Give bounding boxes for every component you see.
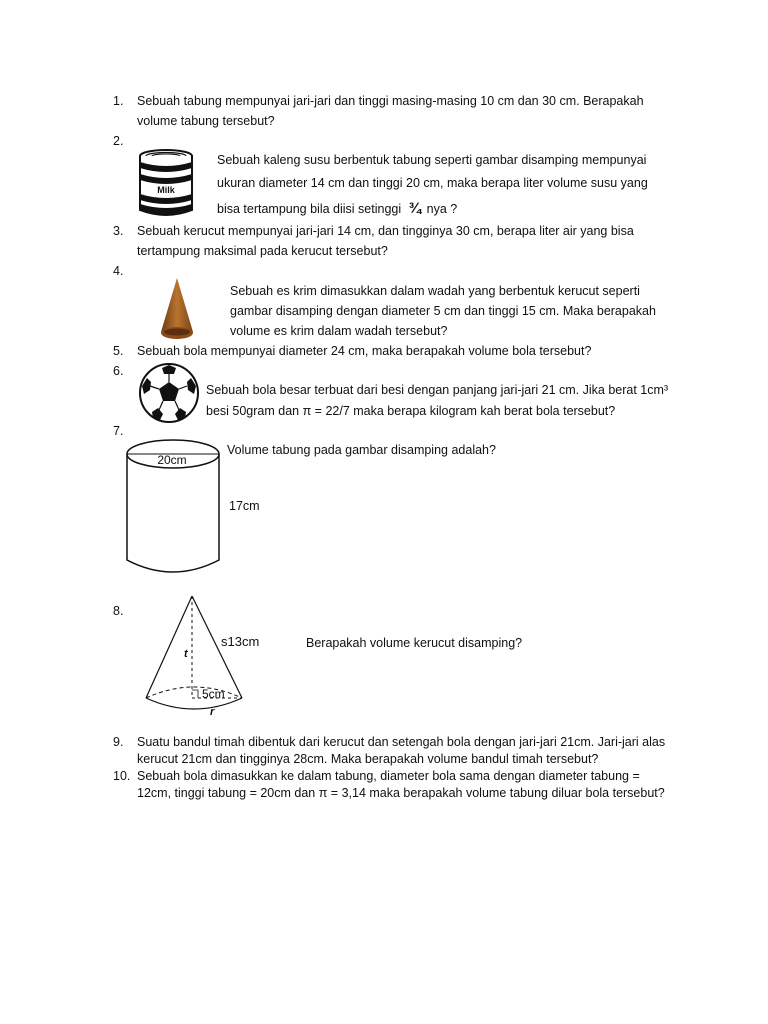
question-2-text-line-3b: nya ? <box>426 202 458 216</box>
question-10-text-line-1: Sebuah bola dimasukkan ke dalam tabung, diameter bola sama dengan diameter tabung = <box>137 769 640 783</box>
ice-cream-cone-image <box>158 276 198 342</box>
question-3-text-line-2: tertampung maksimal pada kerucut tersebut? <box>137 244 388 258</box>
question-6-number: 6. <box>113 364 124 378</box>
question-4-text-line-3: volume es krim dalam wadah tersebut? <box>230 324 448 338</box>
question-9-text-line-1: Suatu bandul timah dibentuk dari kerucut dan setengah bola dengan jari-jari 21cm. Jari-jari alas <box>137 735 666 749</box>
cylinder-diagram <box>120 432 226 580</box>
question-9-number: 9. <box>113 735 124 749</box>
question-7-text-line-1: Volume tabung pada gambar disamping adalah? <box>227 443 496 457</box>
cone-height-symbol: t <box>184 648 188 660</box>
question-7-number: 7. <box>113 424 124 438</box>
fraction-three-quarters: ¾ <box>408 200 422 217</box>
question-1-number: 1. <box>113 94 124 108</box>
question-1-text-line-1: Sebuah tabung mempunyai jari-jari dan tinggi masing-masing 10 cm dan 30 cm. Berapakah <box>137 94 644 108</box>
question-6-text-line-2: besi 50gram dan π = 22/7 maka berapa kilogram kah berat bola tersebut? <box>206 404 616 418</box>
cone-diagram <box>140 590 270 722</box>
cylinder-height-label: 17cm <box>229 499 260 513</box>
question-2-text-line-2: ukuran diameter 14 cm dan tinggi 20 cm, maka berapa liter volume susu yang <box>217 176 648 190</box>
can-label: Milk <box>157 185 175 195</box>
question-3-text-line-1: Sebuah kerucut mempunyai jari-jari 14 cm, dan tingginya 30 cm, berapa liter air yang bisa <box>137 224 634 238</box>
question-2-text-line-3 <box>217 200 457 217</box>
cone-radius-symbol: r <box>210 706 215 718</box>
question-1-text-line-2: volume tabung tersebut? <box>137 114 275 128</box>
question-2-text-line-1: Sebuah kaleng susu berbentuk tabung seperti gambar disamping mempunyai <box>217 153 647 167</box>
soccer-ball-image <box>138 362 200 424</box>
question-10-number: 10. <box>113 769 131 783</box>
question-2-number: 2. <box>113 134 124 148</box>
question-10-text-line-2: 12cm, tinggi tabung = 20cm dan π = 3,14 maka berapakah volume tabung diluar bola tersebut? <box>137 786 665 800</box>
cone-radius-label: 5cm <box>202 687 225 701</box>
cylinder-diameter-label: 20cm <box>157 453 187 467</box>
question-2-text-line-3a: bisa tertampung bila diisi setinggi <box>217 202 402 216</box>
question-8-text-line-1: Berapakah volume kerucut disamping? <box>306 636 523 650</box>
question-6-text-line-1: Sebuah bola besar terbuat dari besi dengan panjang jari-jari 21 cm. Jika berat 1cm³ <box>206 383 669 397</box>
question-5-text-line-1: Sebuah bola mempunyai diameter 24 cm, maka berapakah volume bola tersebut? <box>137 344 592 358</box>
question-4-text-line-1: Sebuah es krim dimasukkan dalam wadah yang berbentuk kerucut seperti <box>230 284 640 298</box>
cone-slant-label: s13cm <box>221 634 260 649</box>
question-9-text-line-2: kerucut 21cm dan tingginya 28cm. Maka berapakah volume bandul timah tersebut? <box>137 752 599 766</box>
question-4-number: 4. <box>113 264 124 278</box>
milk-can-image <box>138 148 194 218</box>
question-8-number: 8. <box>113 604 124 618</box>
question-5-number: 5. <box>113 344 124 358</box>
question-4-text-line-2: gambar disamping dengan diameter 5 cm dan tinggi 15 cm. Maka berapakah <box>230 304 656 318</box>
question-3-number: 3. <box>113 224 124 238</box>
